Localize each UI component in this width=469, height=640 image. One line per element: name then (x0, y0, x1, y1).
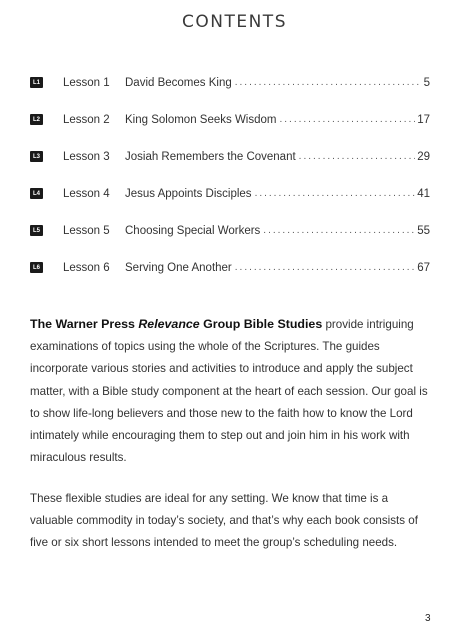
lesson-number: Lesson 4 (63, 187, 110, 200)
lesson-page-number: 5 (423, 76, 430, 89)
toc-row-lesson-6[interactable] (30, 249, 430, 286)
leader-dots (263, 225, 415, 236)
page-title: CONTENTS (182, 12, 287, 32)
series-name-prefix: The Warner Press (30, 317, 139, 331)
lesson-badge-icon: L5 (30, 225, 43, 236)
toc-row-lesson-4[interactable] (30, 175, 430, 212)
leader-dots (235, 262, 415, 273)
lesson-page-number: 67 (417, 261, 430, 274)
lesson-page-number: 29 (417, 150, 430, 163)
lesson-title: David Becomes King (125, 76, 232, 89)
leader-dots (299, 151, 416, 162)
toc-row-lesson-5[interactable] (30, 212, 430, 249)
lesson-number: Lesson 3 (63, 150, 110, 163)
lesson-number: Lesson 2 (63, 113, 110, 126)
lesson-page-number: 55 (417, 224, 430, 237)
lesson-badge-icon: L2 (30, 114, 43, 125)
lesson-number: Lesson 5 (63, 224, 110, 237)
lesson-badge-icon: L6 (30, 262, 43, 273)
toc-row-lesson-3[interactable] (30, 138, 430, 175)
lesson-badge-icon: L4 (30, 188, 43, 199)
series-name-suffix: Group Bible Studies (199, 317, 323, 331)
lesson-page-number: 41 (417, 187, 430, 200)
series-name (30, 317, 322, 331)
lesson-title: King Solomon Seeks Wisdom (125, 113, 277, 126)
lesson-number: Lesson 6 (63, 261, 110, 274)
table-of-contents (30, 64, 430, 286)
intro-body: provide intriguing examinations of topics using the whole of the Scriptures. The guides incorporate various stories and activities to introduce and apply the subject matter, with a Bible study component at the heart of each session. Our goal is to show life-long believers and those new to the faith how to know the Lord intimately while encouraging them to step out and join him in his work with miraculous results. (30, 318, 428, 465)
page-number: 3 (425, 613, 431, 624)
leader-dots (279, 114, 415, 125)
leader-dots (255, 188, 416, 199)
leader-dots (235, 77, 422, 88)
lesson-title: Josiah Remembers the Covenant (125, 150, 296, 163)
lesson-title: Jesus Appoints Disciples (125, 187, 252, 200)
lesson-number: Lesson 1 (63, 76, 110, 89)
lesson-badge-icon: L1 (30, 77, 43, 88)
lesson-badge-icon: L3 (30, 151, 43, 162)
lesson-title: Choosing Special Workers (125, 224, 261, 237)
series-name-italic: Relevance (138, 317, 200, 331)
intro-paragraph (30, 313, 434, 469)
lesson-page-number: 17 (417, 113, 430, 126)
toc-row-lesson-1[interactable] (30, 64, 430, 101)
lesson-title: Serving One Another (125, 261, 232, 274)
second-paragraph: These flexible studies are ideal for any setting. We know that time is a valuable commodity in today’s society, and that’s why each book consists of five or six short lessons intended to meet the group’s scheduling needs. (30, 492, 418, 550)
toc-row-lesson-2[interactable] (30, 101, 430, 138)
